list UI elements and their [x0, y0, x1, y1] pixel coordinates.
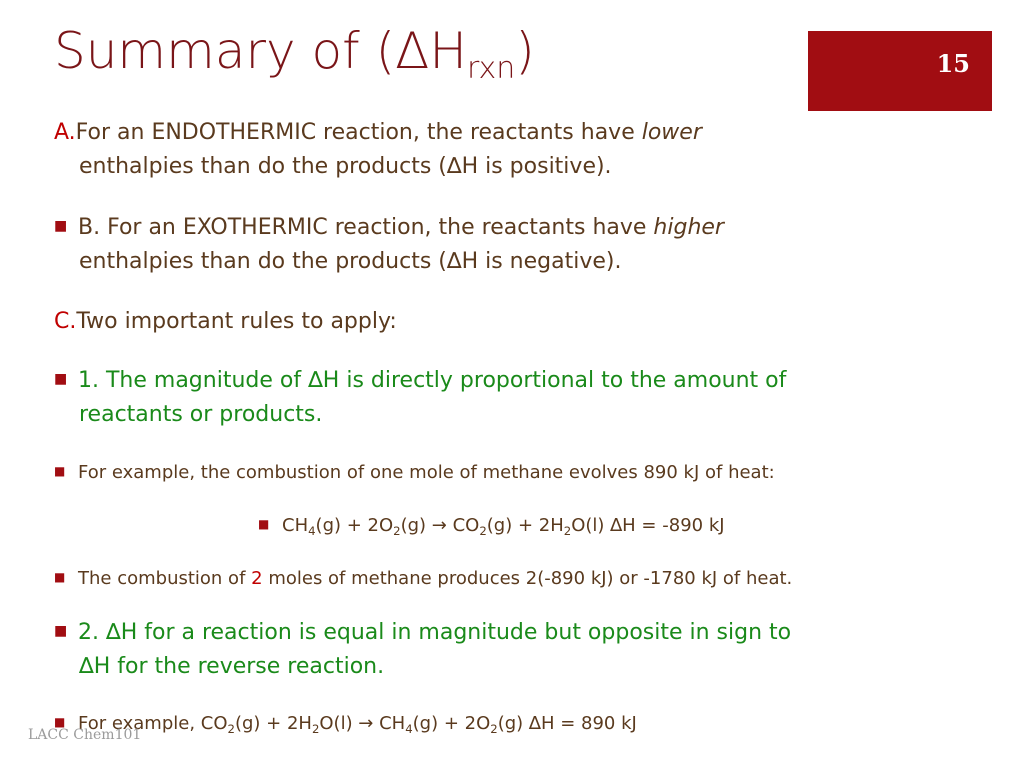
item-c-prefix: C.	[54, 309, 77, 334]
eq2-sub: 2	[311, 722, 320, 736]
eq1-part: (g) + 2O	[315, 515, 394, 536]
rule-2-text: 2. ∆H for a reaction is equal in magnitude but opposite in sign to	[78, 620, 792, 645]
example-1-text: For example, the combustion of one mole of methane evolves 890 kJ of heat:	[78, 462, 775, 483]
eq2-part: (g) + 2H	[234, 713, 312, 734]
eq2-part: (g) + 2O	[412, 713, 491, 734]
rule-1-text: 1. The magnitude of ∆H is directly proportional to the amount of	[78, 368, 787, 393]
example-2-number: 2	[251, 568, 263, 589]
eq2-part: (g) ∆H = 890 kJ	[497, 713, 637, 734]
item-a-line1	[54, 120, 702, 145]
slide-title	[54, 22, 535, 86]
eq2-sub: 2	[227, 722, 235, 736]
item-a-emphasis: lower	[641, 120, 702, 145]
eq1-sub: 4	[308, 524, 316, 538]
eq1-part: O(l) ∆H = -890 kJ	[571, 515, 725, 536]
title-delta: ∆H	[395, 22, 467, 80]
footer-label: LACC Chem101	[28, 727, 142, 743]
equation-1	[258, 515, 725, 538]
item-a-line2: enthalpies than do the products (∆H is positive).	[79, 154, 612, 179]
bullet-icon: ■	[54, 464, 66, 478]
example-2-pre: The combustion of	[78, 568, 252, 589]
example-2-post: moles of methane produces 2(-890 kJ) or -1780 kJ of heat.	[262, 568, 793, 589]
equation-2	[54, 713, 637, 736]
bullet-icon: ■	[54, 570, 66, 584]
eq2-sub: 2	[490, 722, 498, 736]
title-subscript: rxn	[466, 51, 516, 86]
example-2	[54, 568, 792, 589]
title-close: )	[515, 22, 535, 80]
title-main: Summary of (	[54, 22, 396, 80]
rule-2-line1	[54, 620, 791, 645]
rule-1-line1	[54, 368, 786, 393]
item-b-text: B. For an EXOTHERMIC reaction, the reactants have	[78, 215, 654, 240]
eq2-part: For example, CO	[78, 713, 228, 734]
example-1	[54, 462, 775, 483]
item-b-line1	[54, 215, 724, 240]
bullet-icon: ■	[54, 715, 66, 729]
rule-2-line2: ∆H for the reverse reaction.	[79, 654, 385, 679]
item-b-emphasis: higher	[653, 215, 724, 240]
eq1-sub: 2	[479, 524, 487, 538]
bullet-icon: ■	[54, 371, 68, 387]
eq1-sub: 2	[393, 524, 401, 538]
bullet-icon: ■	[54, 623, 68, 639]
eq1-part: (g) + 2H	[486, 515, 564, 536]
eq1-part: (g) → CO	[400, 515, 480, 536]
rule-1-line2: reactants or products.	[79, 402, 323, 427]
eq2-sub: 4	[405, 722, 413, 736]
item-a-text: For an ENDOTHERMIC reaction, the reactants have	[75, 120, 642, 145]
bullet-icon: ■	[258, 517, 270, 531]
item-b-line2: enthalpies than do the products (∆H is negative).	[79, 249, 622, 274]
item-a-prefix: A.	[54, 120, 76, 145]
page-number-box	[808, 31, 992, 111]
item-c-line	[54, 309, 397, 334]
page-number: 15	[936, 49, 970, 78]
item-c-text: Two important rules to apply:	[76, 309, 397, 334]
eq1-part: CH	[282, 515, 309, 536]
bullet-icon: ■	[54, 218, 68, 234]
eq1-sub: 2	[563, 524, 572, 538]
eq2-part: O(l) → CH	[319, 713, 406, 734]
